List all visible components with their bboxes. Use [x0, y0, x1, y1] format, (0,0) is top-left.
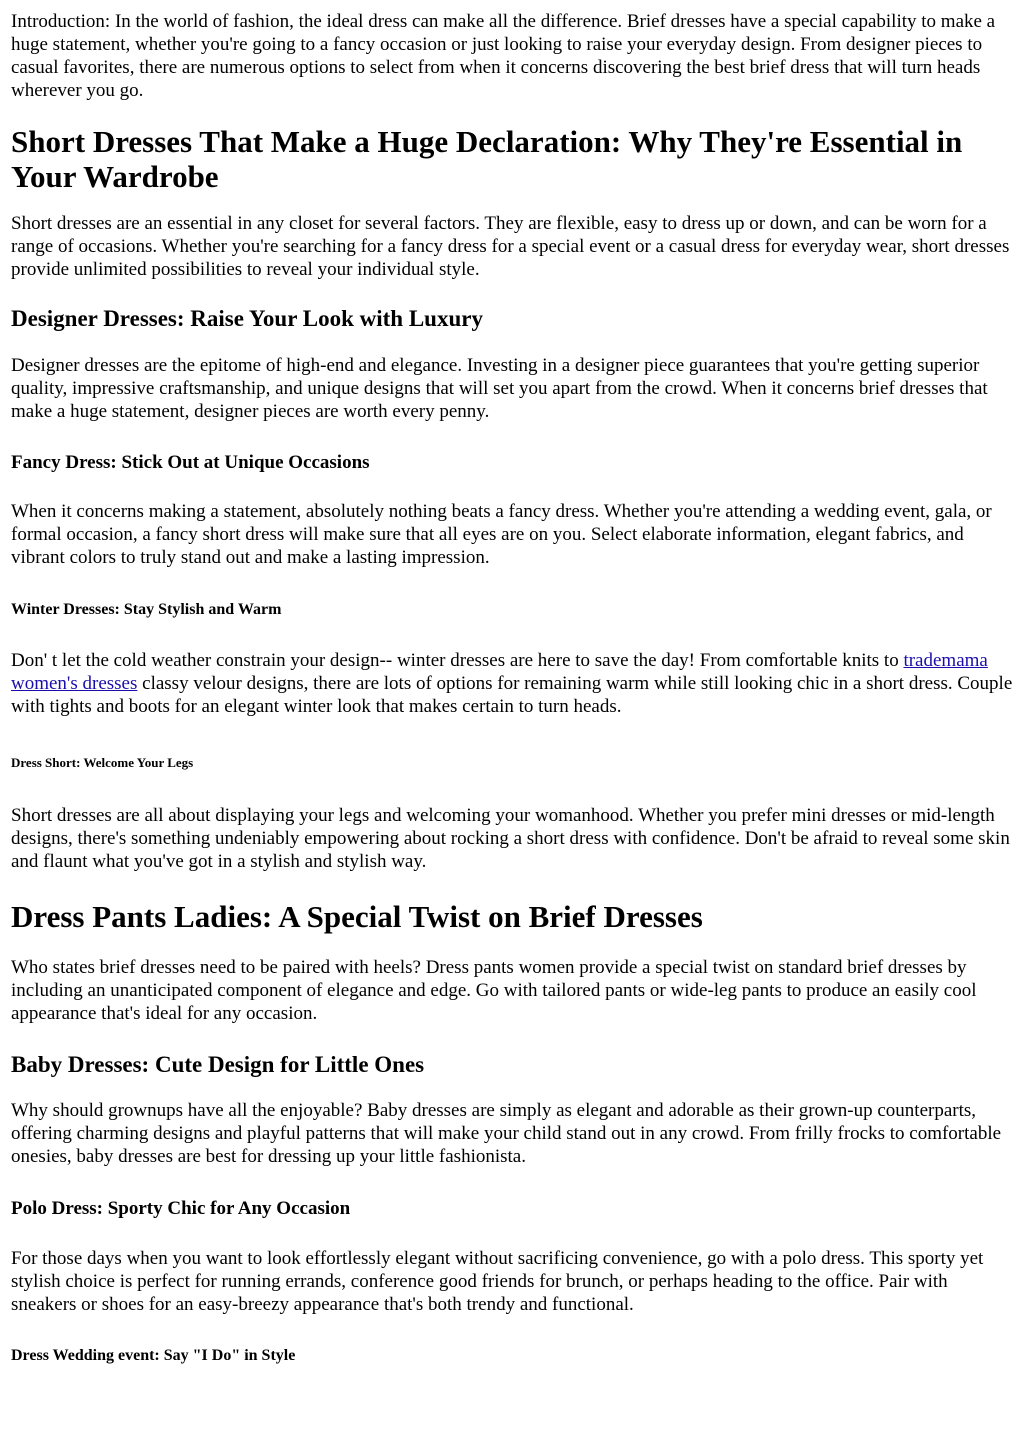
- heading-baby-dresses: Baby Dresses: Cute Design for Little Ones: [11, 1052, 425, 1077]
- heading-short-dresses: Short Dresses That Make a Huge Declaration: Why They're Essential in Your Wardrobe: [11, 124, 963, 194]
- heading-winter-dresses: Winter Dresses: Stay Stylish and Warm: [11, 601, 282, 618]
- trademama-dresses-link[interactable]: trademama women's dresses: [11, 650, 988, 694]
- heading-dress-pants: Dress Pants Ladies: A Special Twist on Brief Dresses: [11, 899, 703, 934]
- heading-fancy-dress: Fancy Dress: Stick Out at Unique Occasions: [11, 452, 370, 473]
- intro-paragraph: Introduction: In the world of fashion, the ideal dress can make all the difference. Brief dresses have a special capability to make a huge statement, whether you're going to a fancy occasion or just looking to raise your everyday design. From designer pieces to casual favorites, there are numerous options to select from when it concerns discovering the best brief dress that will turn heads wherever you go.: [11, 11, 996, 101]
- paragraph-fancy-dress: [11, 500, 1013, 569]
- heading-dress-wedding: Dress Wedding event: Say "I Do" in Style: [11, 1347, 296, 1364]
- paragraph-baby-dresses: Why should grownups have all the enjoyable? Baby dresses are simply as elegant and adorable as their grown-up counterparts, offering charming designs and playful patterns that will make your child stand out in any crowd. From frilly frocks to comfortable onesies, baby dresses are best for dressing up your little fashionista.: [11, 1100, 1002, 1167]
- heading-dress-short: Dress Short: Welcome Your Legs: [11, 755, 194, 770]
- winter-text-before-link: Don' t let the cold weather constrain your design-- winter dresses are here to save the day! From comfortable knits to: [11, 650, 904, 671]
- paragraph-polo-dress: For those days when you want to look effortlessly elegant without sacrificing convenience, go with a polo dress. This sporty yet stylish choice is perfect for running errands, conference good friends for brunch, or perhaps heading to the office. Pair with sneakers or shoes for an easy-breezy appearance that's both trendy and functional.: [11, 1248, 984, 1315]
- heading-designer-dresses: Designer Dresses: Raise Your Look with Luxury: [11, 306, 483, 331]
- paragraph-dress-short: Short dresses are all about displaying your legs and welcoming your womanhood. Whether you prefer mini dresses or mid-length designs, there's something undeniably empowering about rocking a short dress with confidence. Don't be afraid to reveal some skin and flaunt what you've got in a stylish and stylish way.: [11, 805, 1010, 872]
- paragraph-fancy-dress-text: When it concerns making a statement, absolutely nothing beats a fancy dress. Whether you're attending a wedding event, gala, or formal occasion, a fancy short dress will make sure that all eyes are on you. Select elaborate information, elegant fabrics, and vibrant colors to truly stand out and make a lasting impression.: [11, 501, 992, 568]
- paragraph-designer-dresses: Designer dresses are the epitome of high-end and elegance. Investing in a designer piece guarantees that you're getting superior quality, impressive craftsmanship, and unique designs that will set you apart from the crowd. When it concerns brief dresses that make a huge statement, designer pieces are worth every penny.: [11, 355, 988, 422]
- winter-text-after-link: classy velour designs, there are lots of options for remaining warm while still looking chic in a short dress. Couple with tights and boots for an elegant winter look that makes certain to turn heads.: [11, 673, 1013, 717]
- heading-polo-dress: Polo Dress: Sporty Chic for Any Occasion: [11, 1198, 351, 1219]
- paragraph-dress-pants: Who states brief dresses need to be paired with heels? Dress pants women provide a special twist on standard brief dresses by including an unanticipated component of elegance and edge. Go with tailored pants or wide-leg pants to produce an easily cool appearance that's ideal for any occasion.: [11, 957, 977, 1024]
- paragraph-short-dresses: Short dresses are an essential in any closet for several factors. They are flexible, easy to dress up or down, and can be worn for a range of occasions. Whether you're searching for a fancy dress for a special event or a casual dress for everyday wear, short dresses provide unlimited possibilities to reveal your individual style.: [11, 213, 1010, 280]
- paragraph-winter-dresses: [11, 649, 1013, 718]
